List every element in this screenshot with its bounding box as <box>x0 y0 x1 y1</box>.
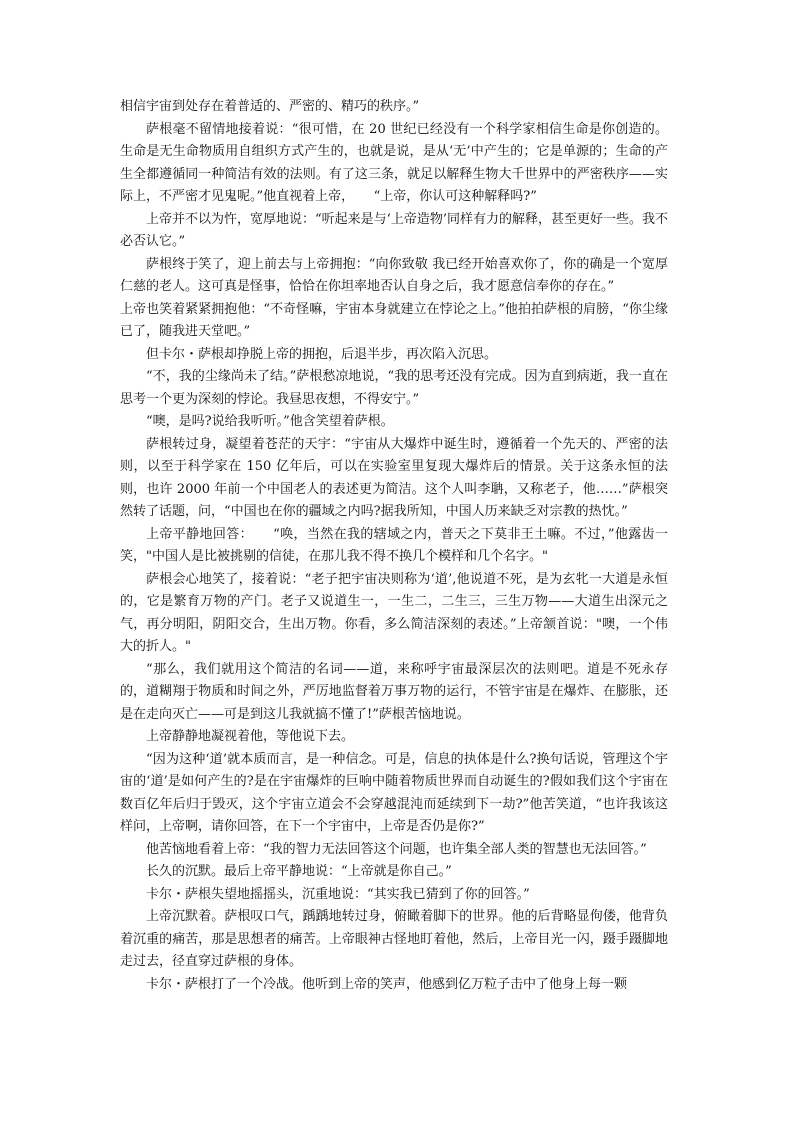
paragraph-19: 卡尔・萨根打了一个冷战。他听到上帝的笑声，他感到亿万粒子击中了他身上每一颗 <box>146 976 628 992</box>
paragraph-2: 萨根毫不留情地接着说：“很可惜，在 20 世纪已经没有一个科学家相信生命是你创造的。生命是无生命物质用自组织方式产生的，也就是说，是从‘无’中产生的；它是单源的；生命的产生全都遵循同一种简洁有效的法则。有了这三条，就足以解释生物大千世界中的严密秩序——实际上，不严密才见鬼呢。”他直视着上帝， “上帝，你认可这种解释吗?” <box>120 121 668 204</box>
paragraph-8: “噢，是吗?说给我听听。”他含笑望着萨根。 <box>146 414 394 429</box>
paragraph-14: “因为这种‘道’就本质而言，是一种信念。可是，信息的执体是什么?换句话说，管理这个宇宙的‘道’是如何产生的?是在宇宙爆炸的巨响中随着物质世界而自动诞生的?假如我们这个宇宙在数百亿年后归于毁灭，这个宇宙立道会不会穿越混沌而延续到下一劫?”他苦笑道，“也许我该这样问，上帝啊，请你回答，在下一个宇宙中，上帝是否仍是你?” <box>120 751 668 834</box>
paragraph-17: 卡尔・萨根失望地摇摇头，沉重地说：“其实我已猜到了你的回答。” <box>146 886 530 902</box>
paragraph-3: 上帝并不以为忤，宽厚地说：“听起来是与‘上帝造物’同样有力的解释，甚至更好一些。我不必否认它。” <box>120 211 668 249</box>
paragraph-4: 萨根终于笑了，迎上前去与上帝拥抱：“向你致敬 我已经开始喜欢你了，你的确是一个宽厚仁慈的老人。这可真是怪事，恰恰在你坦率地否认自身之后，我才愿意信奉你的存在。” <box>120 256 668 294</box>
paragraph-6: 但卡尔・萨根却挣脱上帝的拥抱，后退半步，再次陷入沉思。 <box>146 346 498 362</box>
paragraph-11: 萨根会心地笑了，接着说：“老子把宇宙决则称为‘道’,他说道不死，是为玄牝一大道是永恒的，它是繁育万物的产门。老子又说道生一，一生二，二生三，三生万物——大道生出深元之气，再分明阳，阴阳交合，生出万物。你看，多么简洁深刻的表述。”上帝颔首说："噢，一个伟大的折人。" <box>120 571 668 654</box>
paragraph-18: 上帝沉默着。萨根叹口气，踽踽地转过身，俯瞰着脚下的世界。他的后背略显佝偻，他背负着沉重的痛苦，那是思想者的痛苦。上帝眼神古怪地盯着他，然后，上帝目光一闪，蹑手蹑脚地走过去，径直穿过萨根的身体。 <box>120 909 668 969</box>
paragraph-5: 上帝也笑着紧紧拥抱他：“不奇怪嘛，宇宙本身就建立在悖论之上。”他拍拍萨根的肩膀，“你尘缘已了，随我进天堂吧。” <box>120 301 668 339</box>
paragraph-13: 上帝静静地凝视着他，等他说下去。 <box>146 729 355 744</box>
paragraph-10: 上帝平静地回答： “唤，当然在我的辖域之内，普天之下莫非王土嘛。不过，”他露齿一笑，"中国人是比被挑剔的信徒，在那儿我不得不换几个模样和几个名字。" <box>120 526 668 564</box>
paragraph-12: “那么，我们就用这个简洁的名词——道，来称呼宇宙最深层次的法则吧。道是不死永存的，道糊翔于物质和时间之外，严厉地监督着万事万物的运行，不管宇宙是在爆炸、在膨胀，还是在走向灭亡——可是到这儿我就搞不懂了!”萨根苦恼地说。 <box>120 661 668 722</box>
paragraph-1: 相信宇宙到处存在着普适的、严密的、精巧的秩序。” <box>120 99 420 114</box>
paragraph-7: “不，我的尘缘尚未了结。”萨根愁凉地说，“我的思考还没有完成。因为直到病逝，我一直在思考一个更为深刻的悖论。我昼思夜想，不得安宁。” <box>120 369 668 407</box>
paragraph-15: 他苦恼地看着上帝：“我的智力无法回答这个问题，也许集全部人类的智慧也无法回答。” <box>146 841 647 857</box>
paragraph-9: 萨根转过身，凝望着苍茫的天宇：“宇宙从大爆炸中诞生时，遵循着一个先天的、严密的法则，以至于科学家在 150 亿年后，可以在实验室里复现大爆炸后的情景。关于这条永恒的法则，也许 2000 年前一个中国老人的表述更为简洁。这个人叫李聃，又称老子，他……”萨根突然转了话题，问，“中国也在你的疆域之内吗?据我所知，中国人历来缺乏对宗教的热忱。” <box>120 436 668 519</box>
paragraph-16: 长久的沉默。最后上帝平静地说：“上帝就是你自己。” <box>146 864 452 879</box>
document-body <box>120 96 668 996</box>
